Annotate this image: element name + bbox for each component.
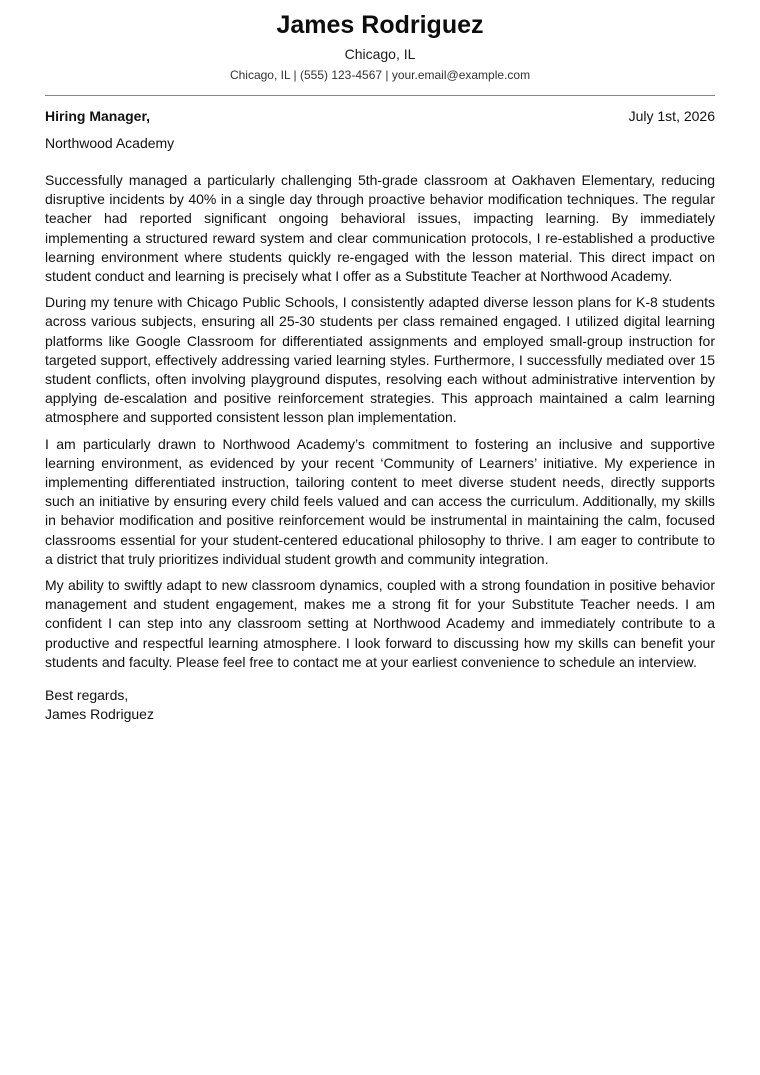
letter-date: July 1st, 2026 bbox=[628, 108, 715, 124]
body-paragraph-1: Successfully managed a particularly challenging 5th-grade classroom at Oakhaven Elementary, reducing disruptive incidents by 40% in a single day through proactive behavior modification techniques. The regular teacher had reported significant ongoing behavioral issues, impacting learning. By immediately implementing a structured reward system and clear communication protocols, I re-established a productive learning environment where students quickly re-engaged with the lesson material. This direct impact on student conduct and learning is precisely what I offer as a Substitute Teacher at Northwood Academy. bbox=[45, 172, 715, 285]
applicant-contact-line: Chicago, IL | (555) 123-4567 | your.email@example.com bbox=[229, 68, 531, 82]
body-paragraph-4: My ability to swiftly adapt to new classroom dynamics, coupled with a strong foundation in positive behavior management and student engagement, makes me a strong fit for your Substitute Teacher needs. I am confident I can step into any classroom setting at Northwood Academy and immediately contribute to a productive and respectful learning atmosphere. I look forward to discussing how my skills can benefit your students and faculty. Please feel free to contact me at your earliest convenience to schedule an interview. bbox=[45, 577, 715, 670]
body-paragraph-2: During my tenure with Chicago Public Schools, I consistently adapted diverse lesson plans for K-8 students across various subjects, ensuring all 25-30 students per class remained engaged. I utilized digital learning platforms like Google Classroom for differentiated assignments and employed small-group instruction for targeted support, effectively addressing varied learning styles. Furthermore, I successfully mediated over 15 student conflicts, often involving playground disputes, resolving each without administrative intervention by applying de-escalation and positive reinforcement strategies. This approach maintained a calm learning atmosphere and supported consistent lesson plan implementation. bbox=[45, 294, 715, 426]
closing-phrase: Best regards, bbox=[45, 687, 129, 704]
applicant-name: James Rodriguez bbox=[276, 11, 484, 39]
letter-meta-row bbox=[45, 107, 715, 125]
recipient-company: Northwood Academy bbox=[45, 135, 175, 151]
header-divider bbox=[45, 95, 715, 96]
letter-header bbox=[45, 0, 715, 83]
letter-body bbox=[45, 171, 715, 672]
applicant-city: Chicago, IL bbox=[344, 46, 416, 62]
letter-closing-block bbox=[45, 686, 715, 724]
recipient-salutation: Hiring Manager, bbox=[45, 108, 151, 124]
signature-name: James Rodriguez bbox=[45, 706, 154, 723]
body-paragraph-3: I am particularly drawn to Northwood Academy’s commitment to fostering an inclusive and supportive learning environment, as evidenced by your recent ‘Community of Learners’ initiative. My experience in implementing differentiated instruction, tailoring content to meet diverse student needs, directly supports such an initiative by ensuring every child feels valued and can access the curriculum. Additionally, my skills in behavior modification and positive reinforcement would be instrumental in maintaining the calm, focused classrooms essential for your student-centered educational philosophy to thrive. I am eager to contribute to a district that truly prioritizes individual student growth and community integration. bbox=[45, 435, 715, 567]
